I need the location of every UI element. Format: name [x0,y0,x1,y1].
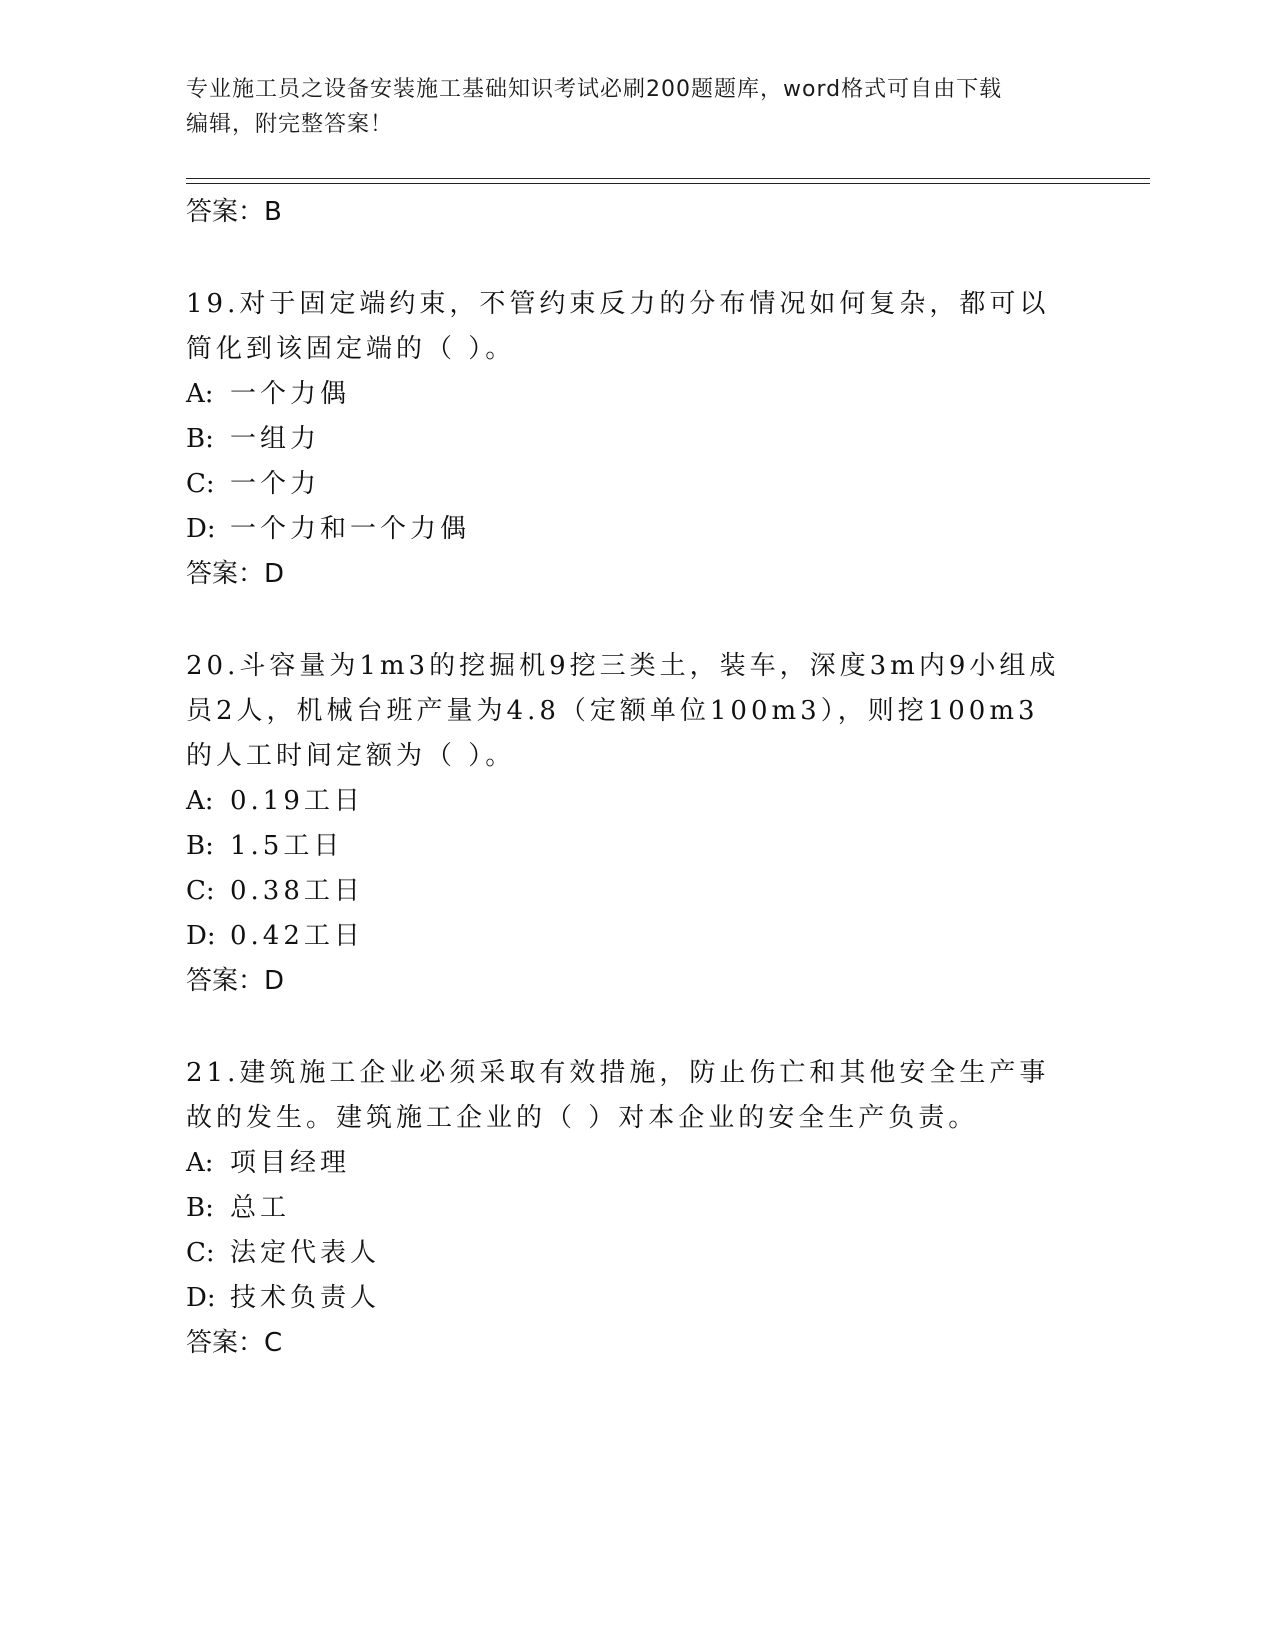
option-c [186,869,1086,914]
option-letter: A: [186,379,214,409]
option-letter: B: [186,424,214,454]
answer-line: 答案：C [186,1328,283,1358]
question-text: 19.对于固定端约束，不管约束反力的分布情况如何复杂，都可以简化到该固定端的（ ）。 [186,289,1050,364]
option-text: 0.19工日 [230,786,364,816]
option-text: 总工 [230,1193,291,1223]
header-divider-bottom [186,183,1150,184]
option-text: 1.5工日 [230,831,344,861]
option-c [186,462,1086,507]
previous-question-answer: 答案：B [186,197,282,227]
option-text: 项目经理 [230,1148,351,1178]
option-letter: C: [186,469,215,499]
option-text: 法定代表人 [230,1238,381,1268]
question-20 [186,644,1086,1004]
option-text: 一个力偶 [230,379,351,409]
question-text: 21.建筑施工企业必须采取有效措施，防止伤亡和其他安全生产事故的发生。建筑施工企业的（ ）对本企业的安全生产负责。 [186,1058,1050,1133]
option-c [186,1231,1086,1276]
option-d [186,1276,1086,1321]
answer-line: 答案：D [186,966,285,996]
option-letter: C: [186,876,215,906]
header-title-line-2: 编辑，附完整答案！ [186,112,394,137]
option-letter: A: [186,786,214,816]
option-letter: C: [186,1238,215,1268]
document-header [186,72,1066,142]
option-a [186,372,1086,417]
option-letter: D: [186,921,216,951]
question-21 [186,1051,1086,1366]
document-body [186,190,1086,1366]
question-text: 20.斗容量为1m3的挖掘机9挖三类土，装车，深度3m内9小组成员2人，机械台班产量为4.8（定额单位100m3），则挖100m3的人工时间定额为（ ）。 [186,651,1060,771]
option-a [186,1141,1086,1186]
option-b [186,417,1086,462]
option-b [186,824,1086,869]
option-text: 0.42工日 [230,921,364,951]
header-title-line-1: 专业施工员之设备安装施工基础知识考试必刷200题题库，word格式可自由下载 [186,77,1003,102]
option-letter: D: [186,514,216,544]
question-19 [186,282,1086,597]
option-text: 一个力和一个力偶 [230,514,471,544]
option-letter: D: [186,1283,216,1313]
option-letter: B: [186,1193,214,1223]
option-text: 一组力 [230,424,321,454]
option-a [186,779,1086,824]
answer-line: 答案：D [186,559,285,589]
option-b [186,1186,1086,1231]
option-text: 一个力 [230,469,321,499]
option-letter: A: [186,1148,214,1178]
header-divider-top [186,178,1150,179]
option-text: 0.38工日 [230,876,364,906]
option-letter: B: [186,831,214,861]
option-d [186,914,1086,959]
option-text: 技术负责人 [230,1283,381,1313]
option-d [186,507,1086,552]
